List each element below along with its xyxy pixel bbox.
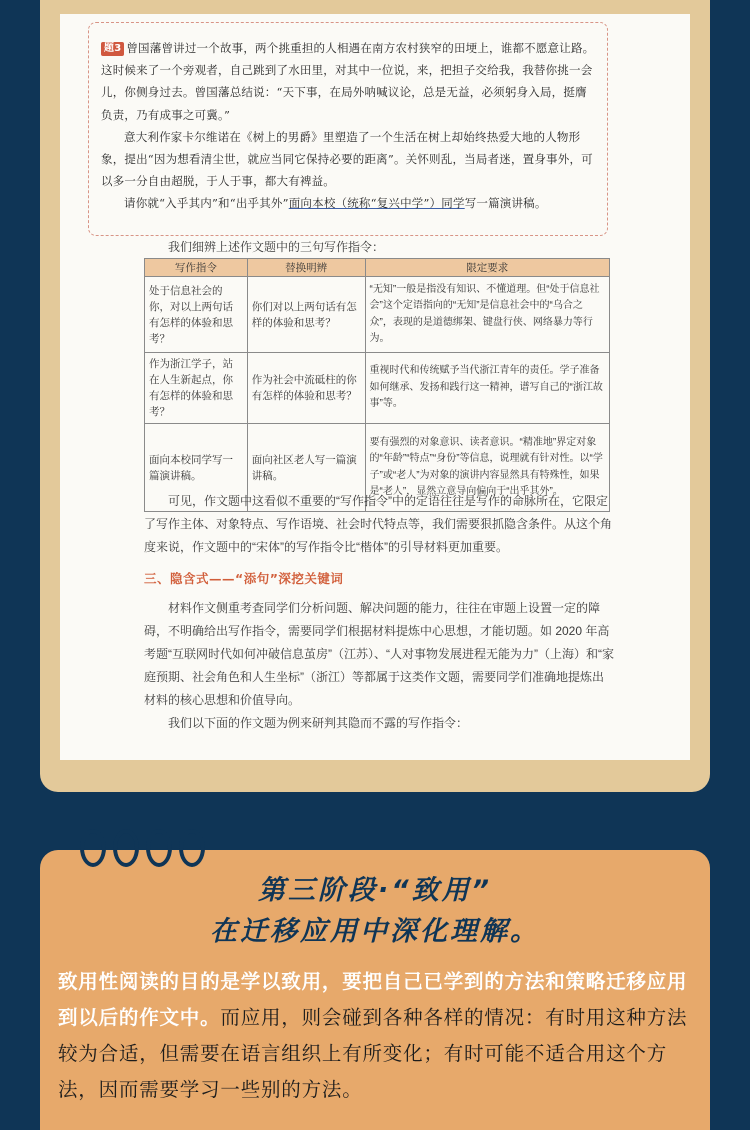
binder-ring-icon: [179, 829, 205, 867]
table-cell: 要有强烈的对象意识、读者意识。“精准地”界定对象的“年龄”“特点”“身份”等信息，说理就有针对性。以“学子”或“老人”为对象的演讲内容显然具有特殊性，如果是“老人”，显然立意导向偏向于“出乎其外”。: [365, 424, 609, 512]
analysis-block: [144, 490, 614, 559]
prompt-paragraph-1: 题3 曾国藩曾讲过一个故事，两个挑重担的人相遇在南方农村狭窄的田埂上，谁都不愿意让路。这时候来了一个旁观者，自己跳到了水田里，对其中一位说，来，把担子交给我，我替你挑一会儿，你侧身过去。曾国藩总结说：“天下事，在局外呐喊议论，总是无益，必须躬身入局，挺膺负责，乃有成事之可冀。”: [101, 41, 595, 122]
table-cell: 面向本校同学写一篇演讲稿。: [145, 424, 248, 512]
question-badge: 题3: [101, 42, 124, 56]
underlined-instruction: 面向本校（统称“复兴中学”）同学: [288, 196, 465, 211]
section-body-block: [144, 597, 614, 735]
prompt-paragraph-2: 意大利作家卡尔维诺在《树上的男爵》里塑造了一个生活在树上却始终热爱大地的人物形象，提出“因为想看清尘世，就应当同它保持必要的距离”。关怀则乱，当局者迷，置身事外，可以多一分自由超脱，于人于事，都大有裨益。: [101, 129, 593, 189]
essay-prompt-box: [88, 22, 608, 236]
table-cell: 重视时代和传统赋予当代浙江青年的责任。学子准备如何继承、发扬和践行这一精神，谱写自己的“浙江故事”等。: [365, 353, 609, 424]
binder-ring-icon: [113, 829, 139, 867]
table-cell: “无知”一般是指没有知识、不懂道理。但“处于信息社会”这个定语指向的“无知”是信息社会中的“乌合之众”，表现的是道德绑架、键盘行侠、网络暴力等行为。: [365, 277, 609, 353]
binder-ring-icon: [80, 829, 106, 867]
table-cell: 作为浙江学子，站在人生新起点，你有怎样的体验和思考？: [145, 353, 248, 424]
prompt-paragraph-3: 请你就“入乎其内”和“出乎其外”面向本校（统称“复兴中学”）同学写一篇演讲稿。: [124, 196, 547, 211]
binder-ring-icon: [146, 829, 172, 867]
stage-title-line-1: 第三阶段·“致用”: [257, 875, 493, 906]
instruction-analysis-table: [144, 258, 610, 512]
section-paragraph: 材料作文侧重考查同学们分析问题、解决问题的能力，往往在审题上设置一定的障碍，不明确给出写作指令，需要同学们根据材料提炼中心思想，才能切题。如 2020 年高考题“互联网时代如何冲破信息茧房”（江苏）、“人对事物发展进程无能为力”（上海）和“家庭预期、社会角色和人生坐标”（浙江）等都属于这类作文题，需要同学们准确地提炼出材料的核心思想和价值导向。: [144, 601, 614, 707]
header-replacement: 替换明辨: [247, 259, 365, 277]
closing-rest: 而应用，则会碰到各种各样的情况：有时用这种方法较为合适，但需要在语言组织上有所变化；有时可能不适合用这个方法，因而需要学习一些别的方法。: [58, 1006, 688, 1101]
section-heading: 三、隐含式——“添句”深挖关键词: [144, 571, 344, 586]
table-row: [145, 353, 610, 424]
header-requirement: 限定要求: [365, 259, 609, 277]
analysis-paragraph: 可见，作文题中这看似不重要的“写作指令”中的定语往往是写作的命脉所在，它限定了写作主体、对象特点、写作语境、社会时代特点等，我们需要狠抓隐含条件。从这个角度来说，作文题中的“宋体”的写作指令比“楷体”的引导材料更加重要。: [144, 494, 613, 554]
table-cell: 作为社会中流砥柱的你有怎样的体验和思考？: [247, 353, 365, 424]
intro-line-block: [144, 236, 614, 259]
table-cell: 你们对以上两句话有怎样的体验和思考？: [247, 277, 365, 353]
closing-highlight: 致用性阅读的目的是学以致用，要把自己已学到的方法和策略迁移应用到以后的作文中。: [58, 970, 688, 1029]
header-instruction: 写作指令: [145, 259, 248, 277]
table-cell: 处于信息社会的你，对以上两句话有怎样的体验和思考？: [145, 277, 248, 353]
intro-line: 我们细辨上述作文题中的三句写作指令：: [168, 240, 385, 254]
example-intro: 我们以下面的作文题为例来研判其隐而不露的写作指令：: [168, 716, 469, 730]
table-cell: 面向社区老人写一篇演讲稿。: [247, 424, 365, 512]
table-row: [145, 277, 610, 353]
table-header-row: [145, 259, 610, 277]
stage-title-line-2: 在迁移应用中深化理解。: [210, 916, 540, 947]
closing-paragraph: [58, 964, 698, 1108]
